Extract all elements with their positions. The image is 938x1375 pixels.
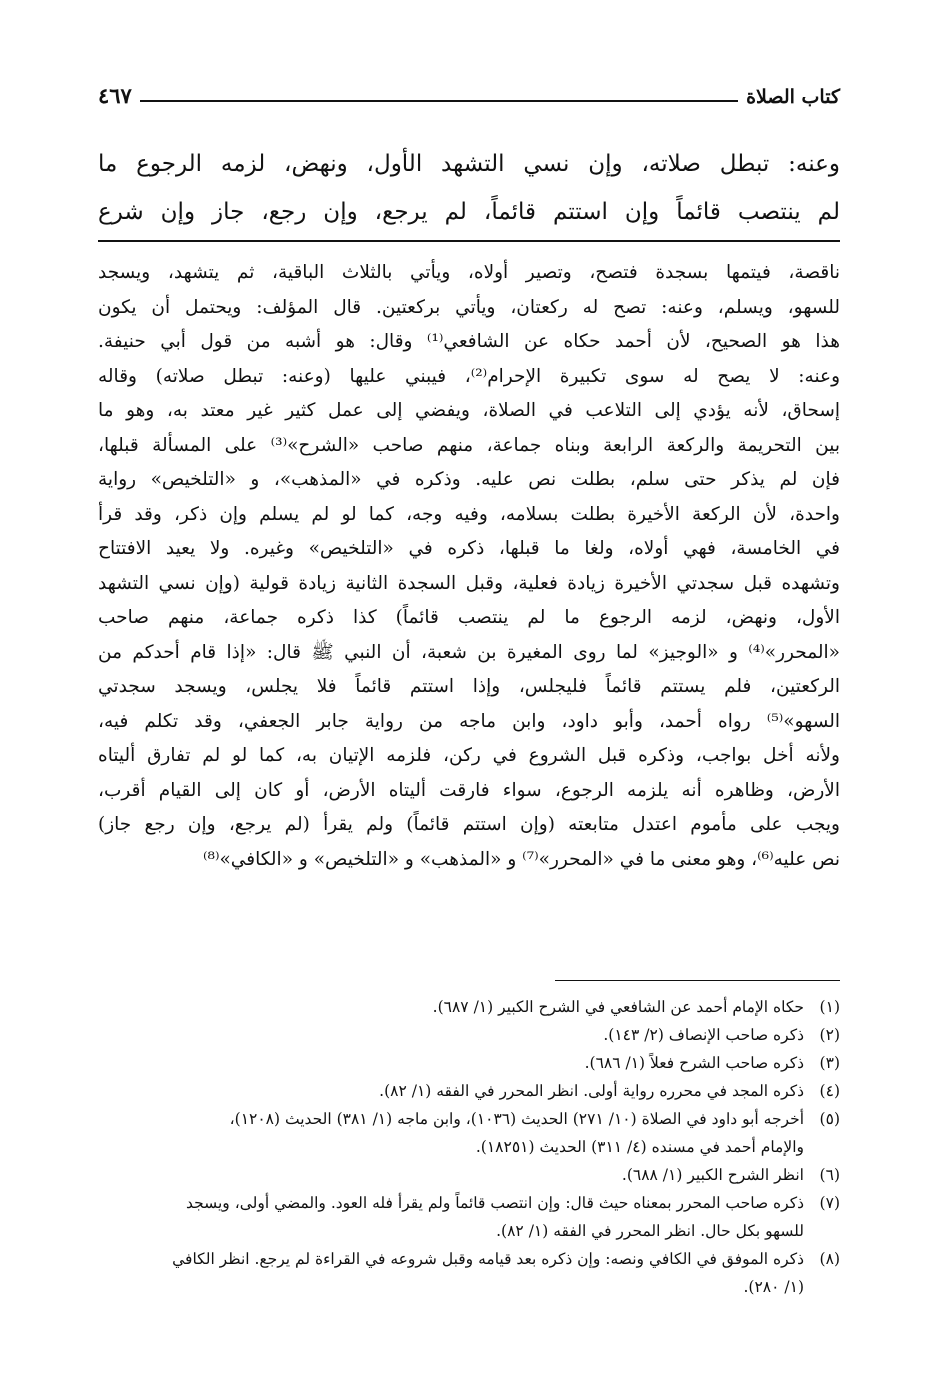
commentary-line: ويجب على مأموم اعتدل متابعته (وإن استتم قائماً) ولم يقرأ (لم يرجع، وإن رجع جاز) <box>98 814 840 835</box>
footnote-number: (٦) <box>819 1166 840 1184</box>
footnote-number: (٢) <box>819 1026 840 1044</box>
running-header <box>98 78 840 108</box>
footnote <box>98 1077 840 1105</box>
footnote <box>98 993 840 1021</box>
footnote <box>98 1245 840 1301</box>
matn-separator <box>98 240 840 242</box>
footnote-text: ذكره صاحب المحرر بمعناه حيث قال: وإن انتصب قائماً ولم يقرأ فله العود. والمضي أولى، ويسجد <box>186 1194 804 1212</box>
commentary-line: فإن لم يذكر حتى سلم، بطلت نص عليه. وذكره في «المذهب»، و «التلخيص» رواية <box>98 469 840 490</box>
header-rule <box>140 100 738 102</box>
commentary-line: «المحرر»⁽⁴⁾ و «الوجيز» لما روى المغيرة بن شعبة، أن النبي ﷺ قال: «إذا قام أحدكم من <box>98 641 840 663</box>
footnote-text: أخرجه أبو داود في الصلاة (١٠/ ٢٧١) الحديث (١٠٣٦)، وابن ماجه (١/ ٣٨١) الحديث (١٢٠٨)، <box>229 1110 804 1128</box>
footnote <box>98 1189 840 1245</box>
commentary-line: للسهو، ويسلم، وعنه: تصح له ركعتان، ويأتي بركعتين. قال المؤلف: ويحتمل أن يكون <box>98 296 840 318</box>
commentary-line: بين التحريمة والركعة الرابعة وبناه جماعة، منهم صاحب «الشرح»⁽³⁾ على المسألة قبلها، <box>98 434 840 456</box>
footnote <box>98 1049 840 1077</box>
matn-text <box>98 140 840 236</box>
commentary-line: إسحاق، لأنه يؤدي إلى التلاعب في الصلاة، ويفضي إلى عمل كثير غير معتد به، وهو ما <box>98 400 840 421</box>
footnote-separator <box>555 980 840 981</box>
footnote-number: (٣) <box>819 1054 840 1072</box>
footnote-text: (١/ ٢٨٠). <box>743 1278 804 1296</box>
commentary-line: ناقصة، فيتمها بسجدة فتصح، وتصير أولاه، ويأتي بالثلاث الباقية، ثم يتشهد، ويسجد <box>98 262 840 283</box>
footnote-number: (٨) <box>819 1250 840 1268</box>
commentary-line: وعنه: لا يصح له سوى تكبيرة الإحرام⁽²⁾، فيبني عليها (وعنه: تبطل صلاته) وقاله <box>98 365 840 387</box>
footnote <box>98 1161 840 1189</box>
footnote-text: ذكره الموفق في الكافي ونصه: وإن ذكره بعد قيامه وقبل شروعه في القراءة لم يرجع. انظر الكافي <box>172 1250 804 1268</box>
footnote <box>98 1105 840 1161</box>
commentary-line: في الخامسة، فهي أولاه، ولغا ما قبلها، ذكره في «التلخيص» وغيره. ولا يعيد الافتتاح <box>98 538 840 559</box>
matn-line: وعنه: تبطل صلاته، وإن نسي التشهد الأول، ونهض، لزمه الرجوع ما <box>98 151 840 177</box>
page-number: ٤٦٧ <box>98 83 132 108</box>
footnote-text: والإمام أحمد في مسنده (٤/ ٣١١) الحديث (١٨٢٥١). <box>475 1138 804 1156</box>
commentary-line: واحدة، لأن الركعة الأخيرة بطلت بسلامه، وفيه وجه، كما لو لم يسلم وإن ذكر، وقد قرأ <box>98 503 840 525</box>
footnote <box>98 1021 840 1049</box>
footnote-text: انظر الشرح الكبير (١/ ٦٨٨). <box>621 1166 804 1184</box>
book-title: كتاب الصلاة <box>746 86 840 108</box>
footnote-text: ذكره المجد في محرره رواية أولى. انظر المحرر في الفقه (١/ ٨٢). <box>379 1082 804 1100</box>
footnote-number: (٤) <box>819 1082 840 1100</box>
commentary-text <box>98 256 840 877</box>
footnote-number: (١) <box>819 998 840 1016</box>
footnote-text: حكاه الإمام أحمد عن الشافعي في الشرح الكبير (١/ ٦٨٧). <box>432 998 804 1016</box>
commentary-line: نص عليه⁽⁶⁾، وهو معنى ما في «المحرر»⁽⁷⁾ و «المذهب» و «التلخيص» و «الكافي»⁽⁸⁾ <box>202 848 840 870</box>
commentary-line: الركعتين، فلم يستتم قائماً فليجلس، وإذا استتم قائماً فلا يجلس، ويسجد سجدتي <box>98 676 840 697</box>
commentary-line: هذا هو الصحيح، لأن أحمد حكاه عن الشافعي⁽¹⁾ وقال: هو أشبه من قول أبي حنيفة. <box>98 331 840 352</box>
footnotes <box>98 993 840 1301</box>
footnote-text: للسهو بكل حال. انظر المحرر في الفقه (١/ ٨٢). <box>496 1222 804 1240</box>
commentary-line: ولأنه أخل بواجب، وذكره قبل الشروع في ركن، فلزمه الإتيان به، كما لو لم تفارق أليتاه <box>98 745 840 766</box>
commentary-line: السهو»⁽⁵⁾ رواه أحمد، وأبو داود، وابن ماجه من رواية جابر الجعفي، وقد تكلم فيه، <box>98 710 840 732</box>
footnote-number: (٧) <box>819 1194 840 1212</box>
matn-line: لم ينتصب قائماً وإن استتم قائماً، لم يرجع، وإن رجع، جاز وإن شرع <box>98 199 840 225</box>
commentary-line: الأرض، وظاهره أنه يلزمه الرجوع، سواء فارقت أليتاه الأرض، أو كان إلى القيام أقرب، <box>98 779 840 801</box>
commentary-line: وتشهده قبل سجدتي الأخيرة زيادة فعلية، وقبل السجدة الثانية زيادة قولية (وإن نسي التشهد <box>98 572 840 594</box>
footnote-text: ذكره صاحب الشرح فعلاً (١/ ٦٨٦). <box>584 1054 804 1072</box>
footnote-number: (٥) <box>819 1110 840 1128</box>
commentary-line: الأول، ونهض، لزمه الرجوع ما لم ينتصب قائماً) كذا ذكره جماعة، منهم صاحب <box>98 607 840 628</box>
footnote-text: ذكره صاحب الإنصاف (٢/ ١٤٣). <box>603 1026 804 1044</box>
